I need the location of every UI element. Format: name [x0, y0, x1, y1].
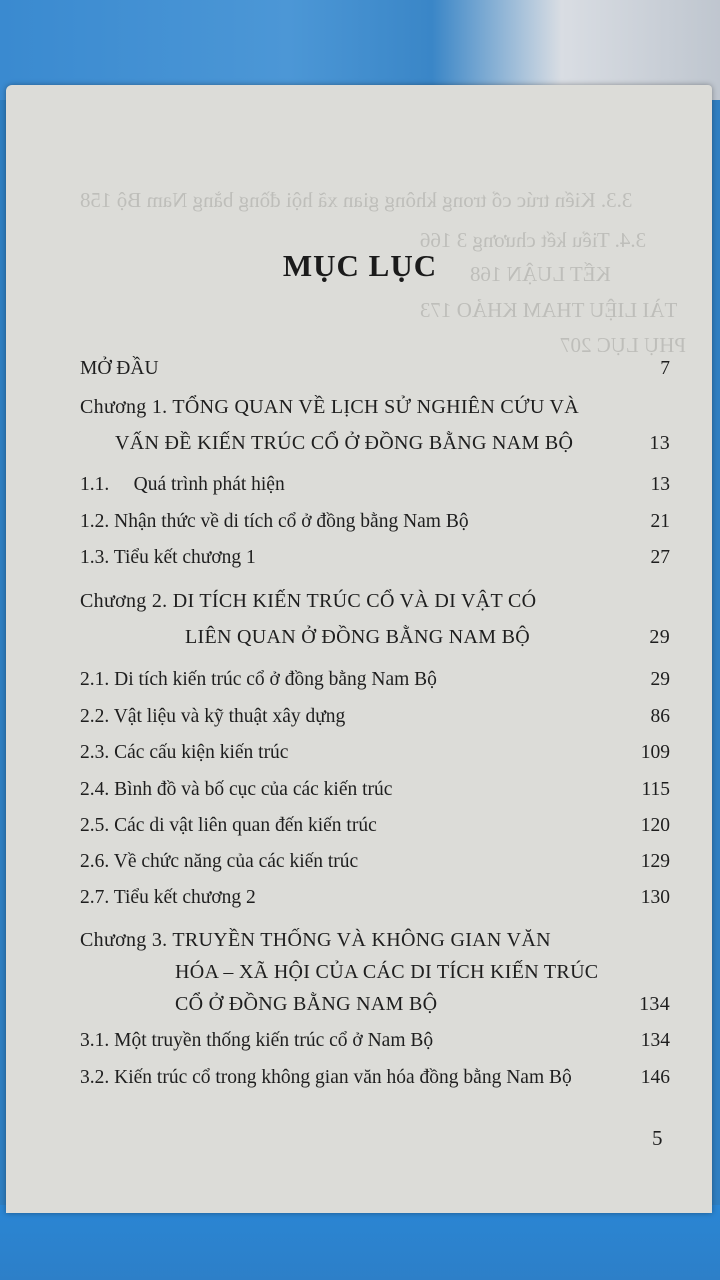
toc-entry-page: 7 [660, 358, 670, 379]
toc-entry-label: VẤN ĐỀ KIẾN TRÚC CỔ Ở ĐỒNG BẰNG NAM BỘ [115, 432, 574, 454]
toc-entry-label: 3.2. Kiến trúc cổ trong không gian văn hóa đồng bằng Nam Bộ [80, 1067, 572, 1088]
toc-entry-page: 134 [640, 1030, 670, 1051]
page-number: 5 [652, 1126, 663, 1150]
toc-entry-page: 129 [640, 851, 670, 872]
show-through-line: TÀI LIỆU THAM KHẢO 173 [420, 298, 678, 322]
toc-entry-page: 29 [649, 626, 670, 648]
toc-entry-page: 27 [650, 547, 670, 568]
background-bottom [0, 1205, 720, 1280]
toc-entry-label: 2.4. Bình đồ và bố cục của các kiến trúc [80, 779, 393, 800]
toc-entry-label: 1.2. Nhận thức về di tích cổ ở đồng bằng Nam Bộ [80, 511, 469, 532]
toc-entry-page: 86 [650, 706, 670, 727]
toc-entry-page: 146 [640, 1067, 670, 1088]
show-through-line: PHỤ LỤC 207 [560, 333, 687, 357]
toc-entry-label: 2.2. Vật liệu và kỹ thuật xây dựng [80, 706, 346, 727]
show-through-line: KẾT LUẬN 168 [470, 262, 611, 286]
toc-entry-label: Chương 3. TRUYỀN THỐNG VÀ KHÔNG GIAN VĂN [80, 929, 551, 951]
toc-entry-page: 13 [649, 432, 670, 454]
toc-entry-label: MỞ ĐẦU [80, 358, 159, 379]
toc-entry-label: 2.5. Các di vật liên quan đến kiến trúc [80, 815, 377, 836]
page-title: MỤC LỤC [282, 248, 438, 283]
show-through-line: 3.4. Tiểu kết chương 3 166 [420, 228, 647, 252]
toc-entry-page: 29 [650, 669, 670, 690]
toc-entry-label: CỔ Ở ĐỒNG BẰNG NAM BỘ [175, 993, 438, 1015]
toc-entry-label: Chương 1. TỔNG QUAN VỀ LỊCH SỬ NGHIÊN CỨU VÀ [80, 396, 579, 418]
toc-entry-label: HÓA – XÃ HỘI CỦA CÁC DI TÍCH KIẾN TRÚC [175, 961, 599, 983]
toc-entry-page: 134 [639, 993, 670, 1015]
toc-entry-label: LIÊN QUAN Ở ĐỒNG BẰNG NAM BỘ [185, 626, 531, 648]
toc-entry-label: Chương 2. DI TÍCH KIẾN TRÚC CỔ VÀ DI VẬT CÓ [80, 590, 537, 612]
toc-entry-label: 3.1. Một truyền thống kiến trúc cổ ở Nam Bộ [80, 1030, 434, 1051]
toc-entry-page: 120 [640, 815, 670, 836]
toc-entry-page: 130 [640, 887, 670, 908]
toc-entry-page: 109 [640, 742, 670, 763]
toc-entry-page: 115 [641, 779, 670, 800]
toc-entry-label: 2.3. Các cấu kiện kiến trúc [80, 742, 289, 763]
toc-entry-page: 13 [650, 474, 670, 495]
toc-entry-label: 1.3. Tiểu kết chương 1 [80, 547, 256, 568]
toc-entry-page: 21 [650, 511, 670, 532]
toc-entry-label: 1.1. Quá trình phát hiện [80, 474, 285, 495]
toc-entry-label: 2.1. Di tích kiến trúc cổ ở đồng bằng Nam Bộ [80, 669, 437, 690]
toc-entry-label: 2.7. Tiểu kết chương 2 [80, 887, 256, 908]
toc-entry-label: 2.6. Về chức năng của các kiến trúc [80, 851, 359, 872]
show-through-line: 3.3. Kiến trúc cổ trong không gian xã hội đồng bằng Nam Bộ 158 [80, 188, 633, 212]
